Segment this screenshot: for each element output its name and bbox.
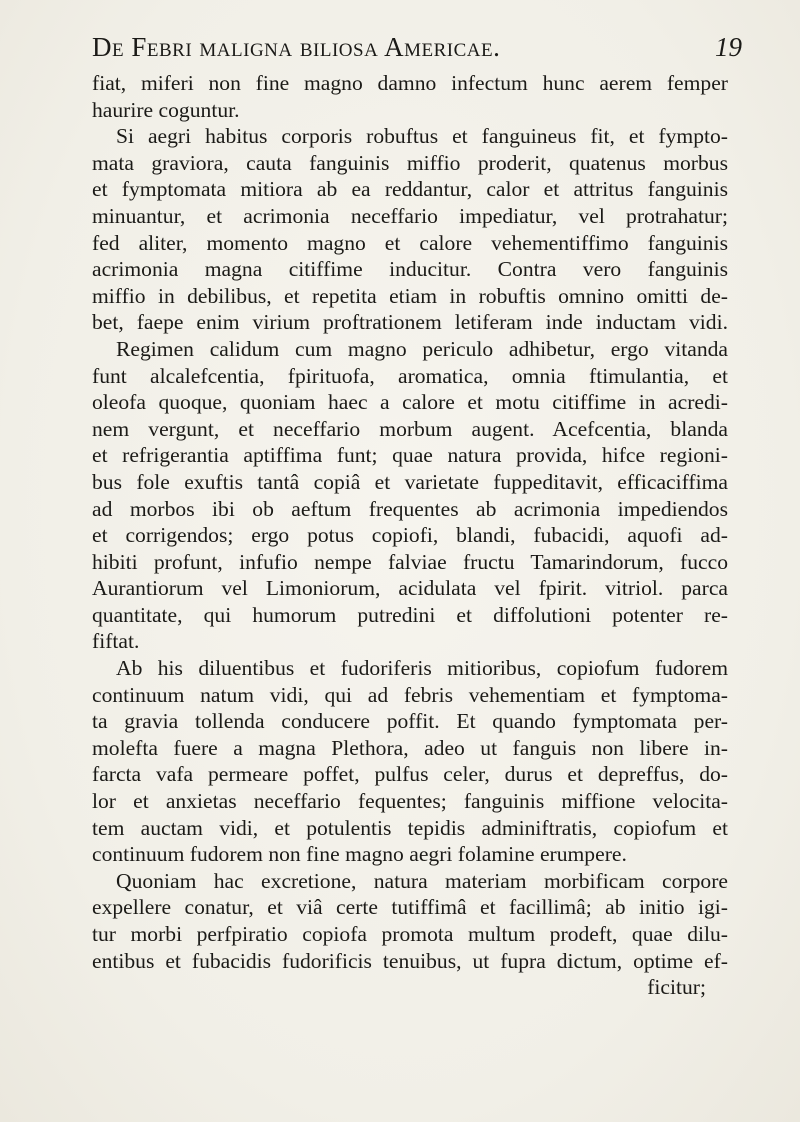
text-line: bus fole exuftis tantâ copiâ et varietate fuppeditavit, efficaciffima bbox=[92, 469, 728, 494]
text-line: entibus et fubacidis fudorificis tenuibus, ut fupra dictum, optime ef- bbox=[92, 948, 728, 973]
text-line: Quoniam hac excretione, natura materiam morbificam corpore bbox=[116, 868, 728, 893]
text-line: fiat, miferi non fine magno damno infectum hunc aerem femper bbox=[92, 71, 728, 95]
text-line: fiftat. bbox=[92, 629, 140, 654]
text-line: et refrigerantia aptiffima funt; quae natura provida, hifce regioni- bbox=[92, 443, 728, 468]
text-line: hibiti profunt, infufio nempe falviae fructu Tamarindorum, fucco bbox=[92, 549, 728, 574]
text-line: ta gravia tollenda conducere poffit. Et quando fymptomata per- bbox=[92, 709, 728, 734]
text-line: farcta vafa permeare poffet, pulfus celer, durus et depreffus, do- bbox=[92, 762, 728, 787]
text-line: Regimen calidum cum magno periculo adhibetur, ergo vitanda bbox=[116, 336, 728, 361]
text-line: tem auctam vidi, et potulentis tepidis adminiftratis, copiofum et bbox=[92, 815, 728, 840]
text-line: fed aliter, momento magno et calore vehementiffimo fanguinis bbox=[92, 230, 728, 255]
running-head: De Febri maligna biliosa Americae. bbox=[92, 32, 501, 62]
body-text bbox=[92, 70, 728, 1001]
text-line: et fymptomata mitiora ab ea reddantur, calor et attritus fanguinis bbox=[92, 177, 728, 202]
text-line: haurire coguntur. bbox=[92, 97, 240, 122]
text-line: acrimonia magna citiffime inducitur. Contra vero fanguinis bbox=[92, 257, 728, 282]
text-line: miffio in debilibus, et repetita etiam in robuftis omnino omitti de- bbox=[92, 283, 728, 308]
text-line: tur morbi perfpiratio copiofa promota multum prodeft, quae dilu- bbox=[92, 922, 728, 946]
text-line: quantitate, qui humorum putredini et diffolutioni potenter re- bbox=[92, 602, 728, 627]
text-line: bet, faepe enim virium proftrationem letiferam inde inductam vidi. bbox=[92, 310, 728, 335]
text-line: oleofa quoque, quoniam haec a calore et motu citiffime in acredi- bbox=[92, 390, 728, 415]
text-line: Aurantiorum vel Limoniorum, acidulata vel fpirit. vitriol. parca bbox=[92, 576, 728, 601]
text-line: lor et anxietas neceffario fequentes; fanguinis miffione velocita- bbox=[92, 789, 728, 814]
text-line: continuum natum vidi, qui ad febris vehementiam et fymptoma- bbox=[92, 682, 728, 707]
text-line: Ab his diluentibus et fudoriferis mitioribus, copiofum fudorem bbox=[116, 656, 728, 681]
text-line: minuantur, et acrimonia neceffario impediatur, vel protrahatur; bbox=[92, 203, 728, 228]
text-line: mata graviora, cauta fanguinis miffio proderit, quatenus morbus bbox=[92, 150, 728, 175]
text-line: molefta fuere a magna Plethora, adeo ut fanguis non libere in- bbox=[92, 735, 728, 760]
text-line: Si aegri habitus corporis robuftus et fanguineus fit, et fympto- bbox=[116, 124, 728, 149]
page-number: 19 bbox=[715, 32, 742, 62]
text-line: expellere conatur, et viâ certe tutiffimâ et facillimâ; ab initio igi- bbox=[92, 895, 728, 920]
text-line: funt alcalefcentia, fpirituofa, aromatica, omnia ftimulantia, et bbox=[92, 363, 728, 388]
text-line: ficitur; bbox=[647, 975, 706, 1000]
text-line: et corrigendos; ergo potus copiofi, blandi, fubacidi, aquofi ad- bbox=[92, 523, 728, 548]
page-header bbox=[92, 28, 742, 72]
text-line: nem vergunt, et neceffario morbum augent. Acefcentia, blanda bbox=[92, 416, 728, 441]
text-line: ad morbos ibi ob aeftum frequentes ab acrimonia impediendos bbox=[92, 496, 728, 521]
text-line: continuum fudorem non fine magno aegri folamine erumpere. bbox=[92, 842, 627, 867]
